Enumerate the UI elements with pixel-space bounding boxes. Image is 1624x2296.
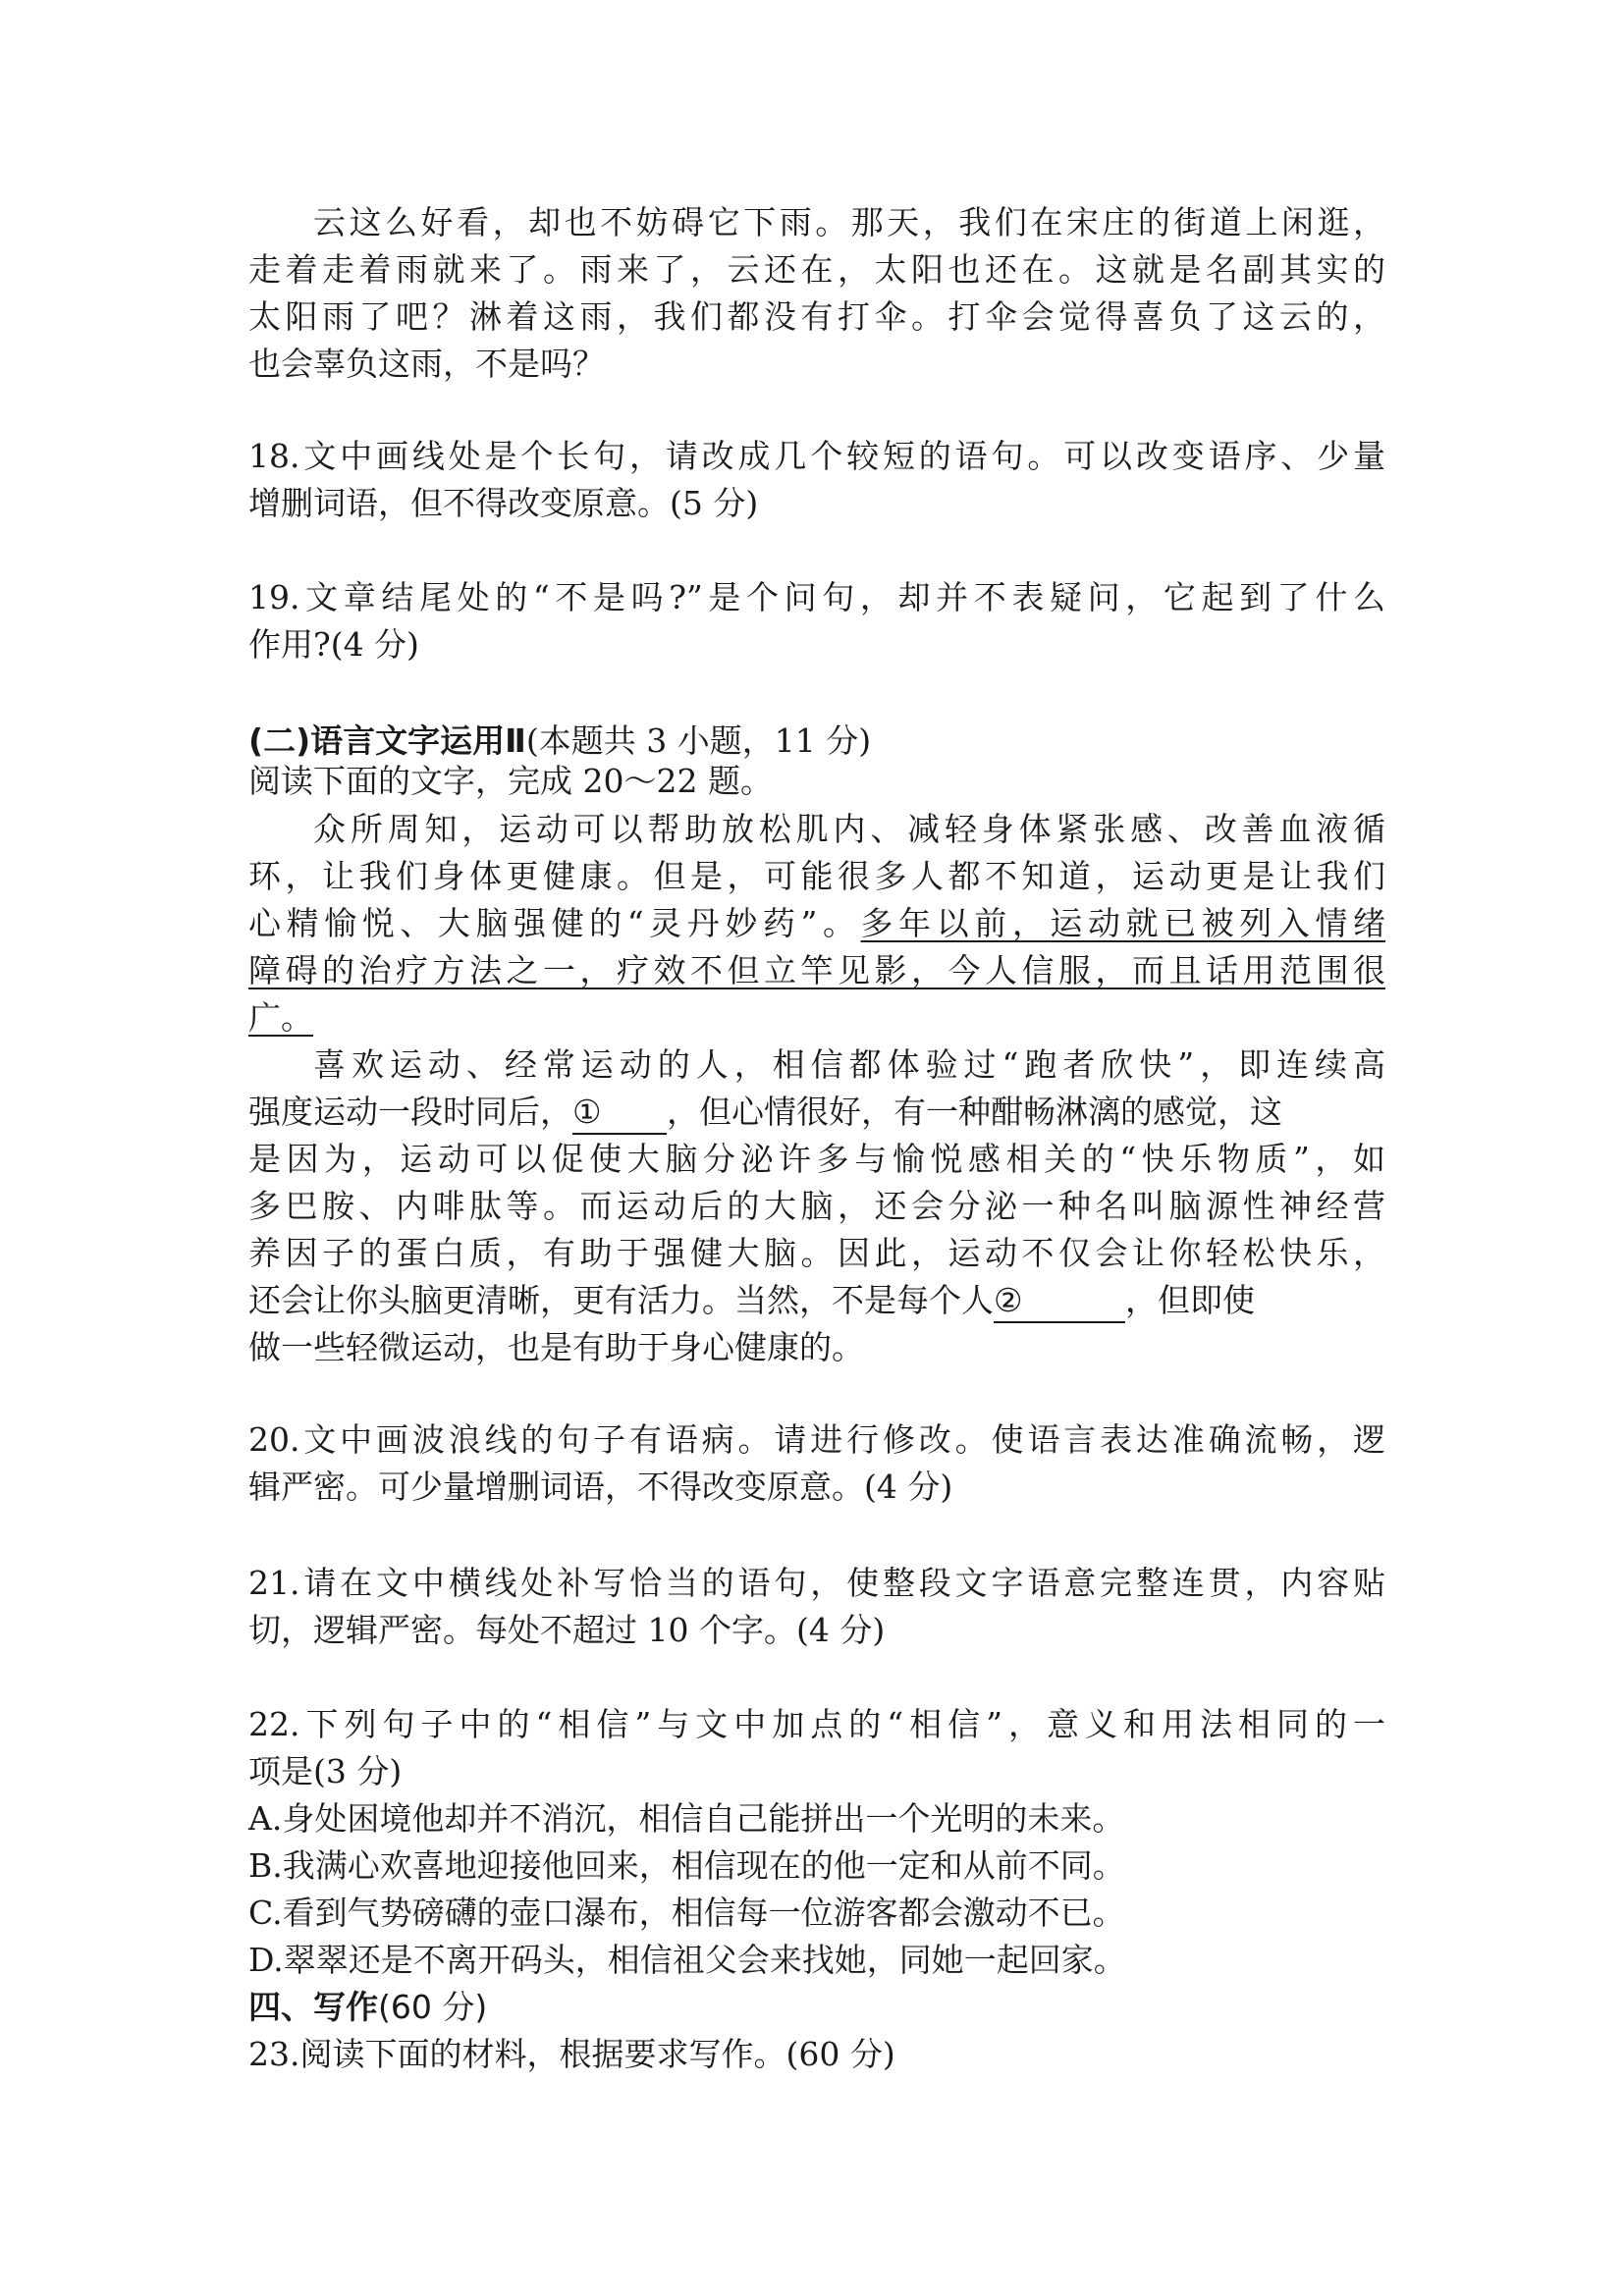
plain-text: ，但心情很好，有一种酣畅淋漓的感觉，这 — [667, 1093, 1282, 1131]
option-a: A.身处困境他却并不消沉，相信自己能拼出一个光明的未来。 — [248, 1799, 1125, 1838]
section-intro: 阅读下面的文字，完成 20～22 题。 — [248, 762, 773, 800]
question-line: 作用?(4 分) — [248, 625, 419, 664]
plain-text: 心精愉悦、大脑强健的“灵丹妙药”。 — [248, 904, 861, 942]
section-2-header — [248, 718, 1385, 805]
question-18 — [248, 433, 1385, 527]
question-line: 18.文中画线处是个长句，请改成几个较短的语句。可以改变语序、少量 — [248, 437, 1385, 475]
passage-line: 也会辜负这雨，不是吗？ — [248, 345, 605, 383]
section-score: (60 分) — [378, 1988, 488, 2026]
section-4-header — [248, 1984, 1385, 2078]
question-23: 23.阅读下面的材料，根据要求写作。(60 分) — [248, 2035, 895, 2073]
question-21 — [248, 1560, 1385, 1654]
passage-exercise — [248, 806, 1385, 1371]
option-b: B.我满心欢喜地迎接他回来，相信现在的他一定和从前不同。 — [248, 1846, 1125, 1885]
passage-line: 养因子的蛋白质，有助于强健大脑。因此，运动不仅会让你轻松快乐， — [248, 1234, 1385, 1272]
question-19 — [248, 574, 1385, 668]
option-d: D.翠翠还是不离开码头，相信祖父会来找她，同她一起回家。 — [248, 1941, 1126, 1979]
passage-line: 多巴胺、内啡肽等。而运动后的大脑，还会分泌一种名叫脑源性神经营 — [248, 1187, 1385, 1225]
passage-line: 做一些轻微运动，也是有助于身心健康的。 — [248, 1328, 864, 1366]
section-heading-line — [248, 1984, 1385, 2031]
passage-line: 太阳雨了吧？淋着这雨，我们都没有打伞。打伞会觉得喜负了这云的， — [248, 297, 1385, 336]
plain-text: 还会让你头脑更清晰，更有活力。当然，不是每个人 — [248, 1281, 994, 1319]
question-20 — [248, 1416, 1385, 1511]
passage-line — [248, 1277, 1385, 1324]
passage-line: 喜欢运动、经常运动的人，相信都体验过“跑者欣快”，即连续高 — [313, 1045, 1385, 1084]
passage-line — [248, 947, 1385, 994]
question-line: 增删词语，但不得改变原意。(5 分) — [248, 484, 759, 522]
passage-cloud — [248, 199, 1385, 388]
plain-text: 强度运动一段时同后， — [248, 1093, 572, 1131]
plain-text: ，但即使 — [1125, 1281, 1255, 1319]
question-line: 19.文章结尾处的“不是吗?”是个问句，却并不表疑问，它起到了什么 — [248, 578, 1385, 616]
passage-line: 走着走着雨就来了。雨来了，云还在，太阳也还在。这就是名副其实的 — [248, 250, 1385, 289]
question-line: 20.文中画波浪线的句子有语病。请进行修改。使语言表达准确流畅，逻 — [248, 1420, 1385, 1459]
passage-line — [248, 900, 1385, 947]
underlined-sentence: 障碍的治疗方法之一，疗效不但立竿见影，今人信服，而且话用范围很 — [248, 951, 1385, 989]
answer-blank-2: ② — [994, 1282, 1125, 1323]
underlined-sentence: 广。 — [248, 998, 313, 1037]
section-heading: 四、写作 — [248, 1988, 378, 2026]
passage-line: 众所周知，运动可以帮助放松肌内、减轻身体紧张感、改善血液循 — [313, 810, 1385, 848]
passage-line — [248, 994, 1385, 1041]
option-c: C.看到气势磅礴的壶口瀑布，相信每一位游客都会激动不已。 — [248, 1894, 1125, 1932]
passage-line: 是因为，运动可以促使大脑分泌许多与愉悦感相关的“快乐物质”，如 — [248, 1140, 1385, 1178]
question-line: 切，逻辑严密。每处不超过 10 个字。(4 分) — [248, 1611, 886, 1649]
underlined-sentence: 多年以前，运动就已被列入情绪 — [860, 904, 1386, 942]
question-line: 辑严密。可少量增删词语，不得改变原意。(4 分) — [248, 1468, 953, 1506]
passage-line: 环，让我们身体更健康。但是，可能很多人都不知道，运动更是让我们 — [248, 857, 1385, 895]
passage-line: 云这么好看，却也不妨碍它下雨。那天，我们在宋庄的街道上闲逛， — [313, 203, 1385, 241]
question-line: 21.请在文中横线处补写恰当的语句，使整段文字语意完整连贯，内容贴 — [248, 1564, 1385, 1602]
question-line: 22.下列句子中的“相信”与文中加点的“相信”，意义和用法相同的一 — [248, 1705, 1385, 1743]
passage-line — [248, 1089, 1385, 1136]
answer-blank-1: ① — [572, 1094, 667, 1135]
section-heading: (二)语言文字运用Ⅱ — [248, 721, 526, 760]
section-note: (本题共 3 小题，11 分) — [525, 721, 872, 760]
question-22 — [248, 1701, 1385, 1984]
question-line: 项是(3 分) — [248, 1752, 403, 1790]
